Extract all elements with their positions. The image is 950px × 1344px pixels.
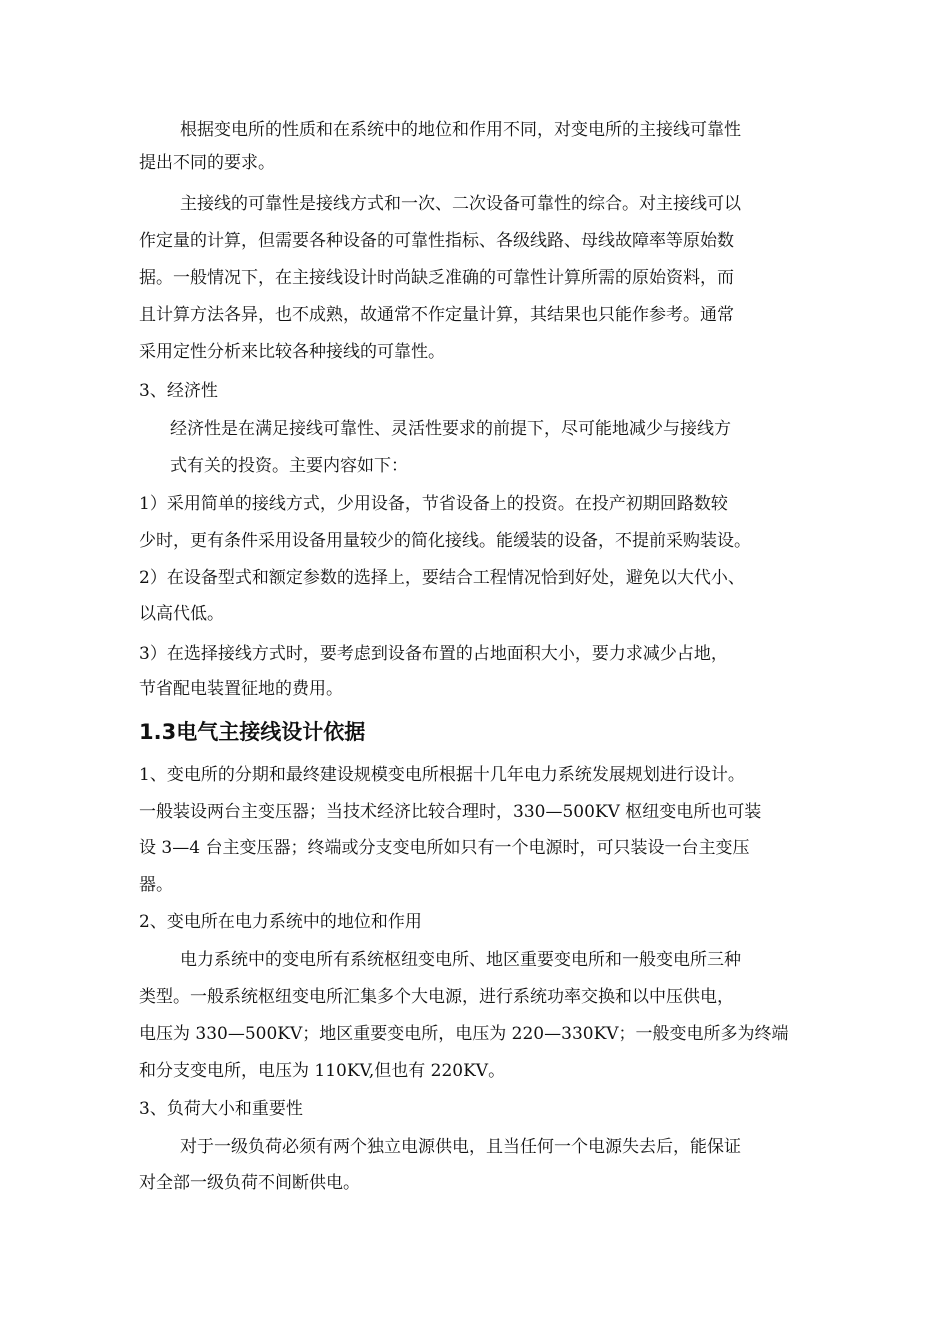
- text-line: 1、变电所的分期和最终建设规模变电所根据十几年电力系统发展规划进行设计。: [139, 765, 745, 785]
- list-item-line: 2）在设备型式和额定参数的选择上，要结合工程情况恰到好处，避免以大代小、: [139, 568, 745, 588]
- text-line: 提出不同的要求。: [139, 153, 275, 173]
- list-item-line: 3）在选择接线方式时，要考虑到设备布置的占地面积大小，要力求减少占地，: [139, 644, 728, 664]
- list-item-line: 1）采用简单的接线方式，少用设备，节省设备上的投资。在投产初期回路数较: [139, 494, 728, 514]
- list-item-line: 节省配电装置征地的费用。: [139, 679, 343, 699]
- text-line: 根据变电所的性质和在系统中的地位和作用不同，对变电所的主接线可靠性: [180, 120, 741, 140]
- text-line: 且计算方法各异，也不成熟，故通常不作定量计算，其结果也只能作参考。通常: [139, 305, 734, 325]
- subsection-title: 2、变电所在电力系统中的地位和作用: [139, 912, 422, 932]
- text-line: 主接线的可靠性是接线方式和一次、二次设备可靠性的综合。对主接线可以: [180, 194, 741, 214]
- subsection-title: 3、负荷大小和重要性: [139, 1099, 303, 1119]
- text-line: 一般装设两台主变压器；当技术经济比较合理时，330—500KV 枢纽变电所也可装: [139, 802, 762, 822]
- text-line: 电力系统中的变电所有系统枢纽变电所、地区重要变电所和一般变电所三种: [180, 950, 741, 970]
- text-line: 式有关的投资。主要内容如下：: [170, 456, 408, 476]
- text-line: 对全部一级负荷不间断供电。: [139, 1173, 360, 1193]
- text-line: 对于一级负荷必须有两个独立电源供电，且当任何一个电源失去后，能保证: [180, 1137, 741, 1157]
- text-line: 据。一般情况下，在主接线设计时尚缺乏准确的可靠性计算所需的原始资料，而: [139, 268, 734, 288]
- text-line: 类型。一般系统枢纽变电所汇集多个大电源，进行系统功率交换和以中压供电，: [139, 987, 734, 1007]
- text-line: 经济性是在满足接线可靠性、灵活性要求的前提下，尽可能地减少与接线方: [170, 419, 731, 439]
- text-line: 采用定性分析来比较各种接线的可靠性。: [139, 342, 445, 362]
- text-line: 和分支变电所，电压为 110KV,但也有 220KV。: [139, 1061, 506, 1081]
- list-item-line: 以高代低。: [139, 604, 224, 624]
- list-item-line: 少时，更有条件采用设备用量较少的简化接线。能缓装的设备，不提前采购装设。: [139, 531, 751, 551]
- text-line: 设 3—4 台主变压器；终端或分支变电所如只有一个电源时，可只装设一台主变压: [139, 838, 750, 858]
- text-line: 器。: [139, 875, 173, 895]
- section-heading: 1.3电气主接线设计依据: [139, 720, 366, 744]
- text-line: 作定量的计算，但需要各种设备的可靠性指标、各级线路、母线故障率等原始数: [139, 231, 734, 251]
- subsection-title: 3、经济性: [139, 381, 218, 401]
- text-line: 电压为 330—500KV；地区重要变电所，电压为 220—330KV；一般变电所多为终端: [139, 1024, 789, 1044]
